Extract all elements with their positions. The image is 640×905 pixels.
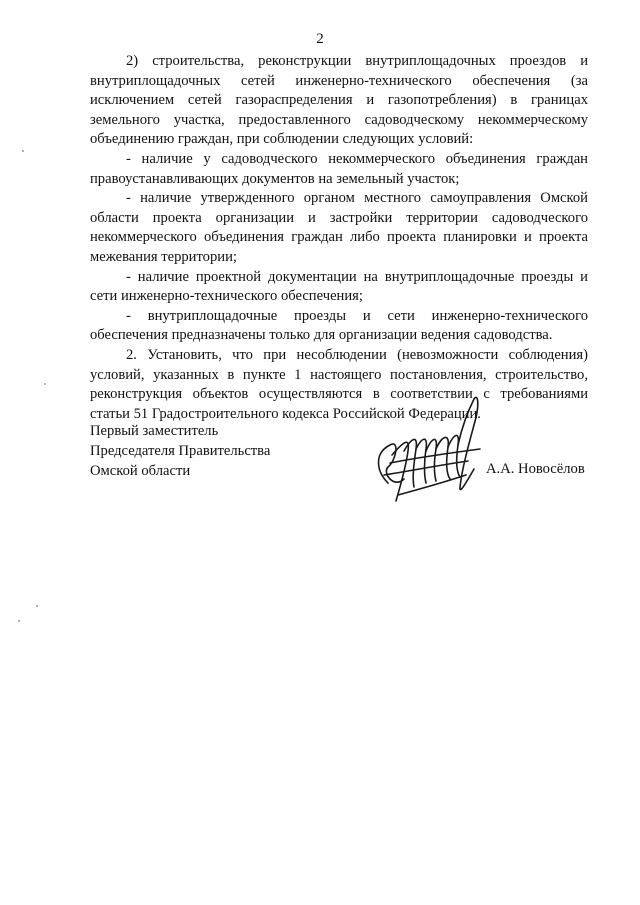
signer-title-line-1: Первый заместитель: [90, 423, 219, 439]
scan-speck: [18, 620, 20, 622]
signer-title-line-2: Председателя Правительства: [90, 443, 271, 459]
signature-block: [90, 421, 588, 521]
paragraph-clause-2: 2. Установить, что при несоблюдении (невозможности соблюдения) условий, указанных в пункте 1 настоящего постановления, строительство, реконструкция объектов осуществляются в соответствии с требованиями статьи 51 Градостроительного кодекса Российской Федерации.: [90, 346, 588, 422]
handwritten-signature: [370, 391, 510, 521]
paragraph-item-2-construction: 2) строительства, реконструкции внутриплощадочных проездов и внутриплощадочных сетей инженерно-технического обеспечения (за исключением сетей газораспределения и газопотребления) в границах земельного участка, предоставленного садоводческому некоммерческому объединению граждан, при соблюдении следующих условий:: [90, 53, 588, 148]
paragraph-condition-project-approval: - наличие утвержденного органом местного самоуправления Омской области проекта организации и застройки территории садоводческого некоммерческого объединения граждан либо проекта планировки и проекта межевания территории;: [90, 190, 588, 265]
document-body: [90, 52, 588, 424]
paragraph-condition-title-documents: - наличие у садоводческого некоммерческого объединения граждан правоустанавливающих документов на земельный участок;: [90, 150, 588, 187]
paragraph-condition-gardening-purpose: - внутриплощадочные проезды и сети инженерно-технического обеспечения предназначены только для организации ведения садоводства.: [90, 307, 588, 344]
scan-speck: [44, 383, 46, 385]
paragraph-condition-design-documentation: - наличие проектной документации на внутриплощадочные проезды и сети инженерно-технического обеспечения;: [90, 268, 588, 305]
scan-speck: [22, 150, 24, 152]
signer-title: [90, 421, 270, 481]
signer-name: А.А. Новосёлов: [486, 461, 585, 477]
signer-title-line-3: Омской области: [90, 463, 191, 479]
page-number: 2: [316, 31, 324, 47]
scan-speck: [36, 605, 38, 607]
